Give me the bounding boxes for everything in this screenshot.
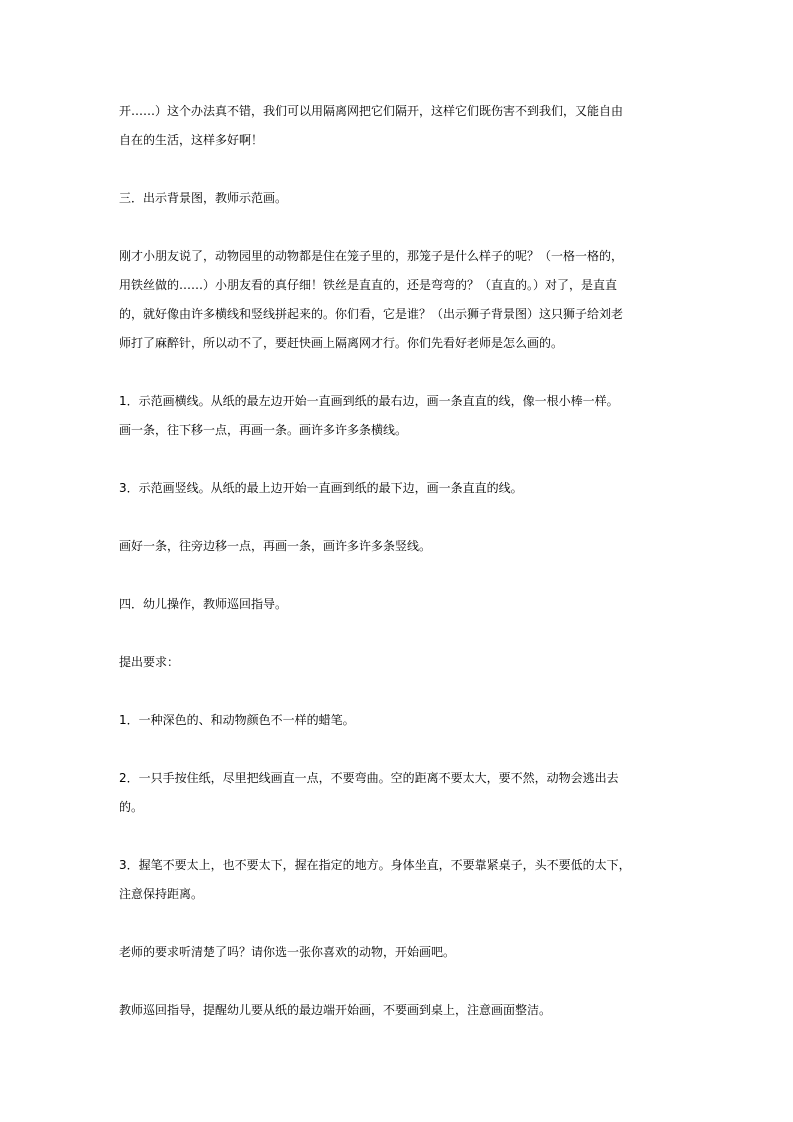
paragraph-p6 xyxy=(119,532,679,561)
paragraph-p5 xyxy=(119,474,679,503)
text-line: 的，就好像由许多横线和竖线拼起来的。你们看，它是谁？（出示狮子背景图）这只狮子给刘老 xyxy=(119,307,624,321)
text-line: 2．一只手按住纸，尽里把线画直一点，不要弯曲。空的距离不要太大，要不然，动物会逃出去 xyxy=(119,771,619,785)
paragraph-p10 xyxy=(119,764,679,822)
paragraph-p3 xyxy=(119,242,679,358)
text-line: 3．示范画竖线。从纸的最上边开始一直画到纸的最下边，画一条直直的线。 xyxy=(119,481,523,495)
text-line: 教师巡回指导，提醒幼儿要从纸的最边端开始画，不要画到桌上，注意画面整洁。 xyxy=(119,1003,552,1017)
text-line: 1．示范画横线。从纸的最左边开始一直画到纸的最右边，画一条直直的线，像一根小棒一样。 xyxy=(119,394,619,408)
text-line: 开……）这个办法真不错，我们可以用隔离网把它们隔开，这样它们既伤害不到我们，又能自由 xyxy=(119,104,624,118)
section-heading-3 xyxy=(119,184,679,213)
text-line: 的。 xyxy=(119,800,144,814)
text-line: 用铁丝做的……）小朋友看的真仔细！铁丝是直直的，还是弯弯的？（直直的。）对了，是直直 xyxy=(119,278,618,292)
text-line: 画好一条，往旁边移一点，再画一条，画许多许多条竖线。 xyxy=(119,539,432,553)
document-body xyxy=(119,97,679,1054)
text-line: 四．幼儿操作，教师巡回指导。 xyxy=(119,597,288,611)
paragraph-p13 xyxy=(119,996,679,1025)
text-line: 老师的要求听清楚了吗？请你选一张你喜欢的动物，开始画吧。 xyxy=(119,945,456,959)
text-line: 三．出示背景图，教师示范画。 xyxy=(119,191,288,205)
section-heading-4 xyxy=(119,590,679,619)
text-line: 师打了麻醉针，所以动不了，要赶快画上隔离网才行。你们先看好老师是怎么画的。 xyxy=(119,336,564,350)
text-line: 1．一种深色的、和动物颜色不一样的蜡笔。 xyxy=(119,713,355,727)
paragraph-p4 xyxy=(119,387,679,445)
paragraph-p9 xyxy=(119,706,679,735)
text-line: 自在的生活，这样多好啊！ xyxy=(119,133,264,147)
text-line: 3．握笔不要太上，也不要太下，握在指定的地方。身体坐直，不要靠紧桌子，头不要低的太下， xyxy=(119,858,631,872)
paragraph-p8 xyxy=(119,648,679,677)
text-line: 注意保持距离。 xyxy=(119,887,204,901)
paragraph-p11 xyxy=(119,851,679,909)
text-line: 画一条，往下移一点，再画一条。画许多许多条横线。 xyxy=(119,423,408,437)
paragraph-p1 xyxy=(119,97,679,155)
text-line: 刚才小朋友说了，动物园里的动物都是住在笼子里的，那笼子是什么样子的呢？（一格一格的， xyxy=(119,249,624,263)
text-line: 提出要求： xyxy=(119,655,180,669)
paragraph-p12 xyxy=(119,938,679,967)
